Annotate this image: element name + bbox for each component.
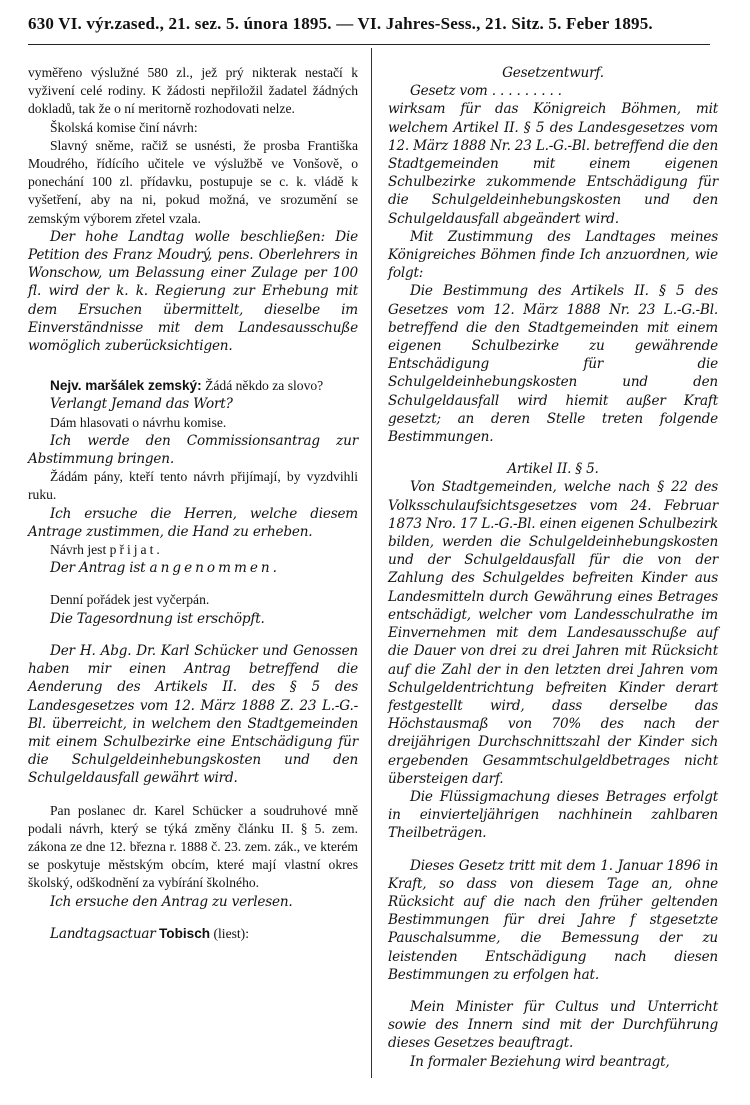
- speaker-name: Nejv. maršálek zemský:: [50, 378, 202, 394]
- paragraph: Mein Minister für Cultus und Unterricht sowie des Innern sind mit der Durchführung dieses Gesetzes beauftragt.: [388, 998, 718, 1052]
- speaker-name: Tobisch: [158, 925, 211, 941]
- page-header: 630 VI. výr.zased., 21. sez. 5. února 1895. — VI. Jahres-Sess., 21. Sitz. 5. Feber 1895.: [28, 14, 653, 33]
- paragraph: Mit Zustimmung des Landtages meines Königreiches Böhmen finde Ich anzuordnen, wie folgt:: [388, 228, 718, 282]
- speaker-line: Landtagsactuar Tobisch (liest):: [50, 925, 249, 942]
- paragraph: vyměřeno výslužné 580 zl., jež prý nikterak nestačí k vyživení celé rodiny. K žádosti nepřiložil žadatel žádných dokladů, tak že o ní meritorně rozhodovati nelze.: [28, 65, 358, 117]
- paragraph: Dám hlasovati o návrhu komise.: [50, 414, 227, 430]
- paragraph: Slavný sněme, račiž se usnésti, že prosba Františka Moudrého, řídícího učitele ve výslužbě ve Vonšově, o ponechání 100 zl. přídavku, postupuje se c. k. vládě k vyšetření, aby na ni, pokud možná, ve srozumění se zemským výborem zřetel vzala.: [28, 137, 358, 226]
- section-title: Gesetzentwurf.: [502, 65, 604, 81]
- paragraph: Školská komise činí návrh:: [50, 119, 198, 135]
- paragraph: Der hohe Landtag wolle beschließen: Die Petition des Franz Moudrý, pens. Oberlehrers in Wonschow, um Belassung einer Zulage per 100 fl. wird der k. k. Regierung zur Erhebung mit dem Ersuchen übermittelt, dieselbe im Einverständnisse mit dem Landesausschuße womöglich zuberücksichtigen.: [28, 228, 358, 355]
- paragraph: Dieses Gesetz tritt mit dem 1. Januar 1896 in Kraft, so dass von diesem Tage an, ohne Rücksicht auf die nach den früher geltenden Bestimmungen für drei Jahre f stgesetzte Pauschalsumme, die Bemessung der zu leistenden Entschädigung nach diesen Bestimmungen zu erfolgen hat.: [388, 857, 718, 983]
- paragraph: Návrh jest přijat.: [50, 542, 163, 558]
- paragraph: Ich werde den Commissionsantrag zur Abstimmung bringen.: [28, 432, 358, 468]
- paragraph: Ich ersuche die Herren, welche diesem Antrage zustimmen, die Hand zu erheben.: [28, 505, 358, 540]
- paragraph: Denní pořádek jest vyčerpán.: [50, 592, 210, 608]
- paragraph: Die Tagesordnung ist erschöpft.: [50, 610, 265, 627]
- paragraph: Die Bestimmung des Artikels II. § 5 des Gesetzes vom 12. März 1888 Nr. 23 L.-G.-Bl. betreffend die den Stadtgemeinden mit einem eigenen Schulbezirke zu gewährende Entschädigung für die Schulgeldeinhebungskosten und den Schulgeldausfall wird hiemit außer Kraft gesetzt; an deren Stelle treten folgende Bestimmungen.: [388, 283, 718, 446]
- header-rule: [28, 44, 710, 45]
- section-subtitle: Gesetz vom . . . . . . . . .: [410, 83, 562, 100]
- paragraph: wirksam für das Königreich Böhmen, mit welchem Artikel II. § 5 des Landesgesetzes vom 12. März 1888 Nr. 23 L.-G.-Bl. betreffend die den Stadtgemeinden mit einem eigenen Schulbezirke zukommende Entschädigung für die Schulgeldeinhebungskosten und den Schulgeldausfall abgeändert wird.: [388, 101, 718, 227]
- paragraph: Žádám pány, kteří tento návrh přijímají, by vyzdvihli ruku.: [28, 469, 358, 503]
- right-column: [388, 64, 718, 1071]
- paragraph: Verlangt Jemand das Wort?: [50, 396, 233, 413]
- column-divider: [371, 48, 372, 1078]
- paragraph: Der Antrag ist angenommen.: [50, 560, 280, 577]
- speaker-line: Nejv. maršálek zemský: Žádá někdo za slovo?: [50, 378, 324, 394]
- paragraph: Die Flüssigmachung dieses Betrages erfolgt in einvierteljährigen nachhinein zahlbaren Theilbeträgen.: [388, 788, 718, 842]
- left-column: [28, 64, 358, 943]
- paragraph: Von Stadtgemeinden, welche nach § 22 des Volksschulaufsichtsgesetzes vom 24. Februar 1873 Nro. 17 L.-G.-Bl. einen eigenen Schulbezirk bilden, werden die Schulgeldeinhebungskosten und der Schulgeldausfall für die von der Zahlung des Schulgeldes befreiten Kinder aus Landesmitteln durch Gewährung eines Betrages entschädigt, welcher vom Landesschulrathe im Einvernehmen mit dem Landesausschuße auf die Dauer von drei zu drei Jahren mit Rücksicht auf die Zahl der in den letzten drei Jahren vom Schulgeldentrichtung befreiten Kinder derart festgestellt wird, dass derselbe das Höchstausmaß von 70% des nach der dreijährigen Durchschnittszahl der Kinder sich ergebenden Gesammtschulgeldbetrages nicht übersteigen darf.: [388, 479, 718, 787]
- paragraph: Pan poslanec dr. Karel Schücker a soudruhové mně podali návrh, který se týká změny článku II. § 5. zem. zákona ze dne 12. března r. 1888 č. 23. zem. zák., ve kterém se poskytuje městským obcím, které mají vlastní okres školský, odškodnění za vybírání školného.: [28, 802, 358, 891]
- paragraph: Ich ersuche den Antrag zu verlesen.: [50, 893, 293, 910]
- paragraph: Der H. Abg. Dr. Karl Schücker und Genossen haben mir einen Antrag betreffend die Aenderung des Artikels II. des § 5 des Landesgesetzes vom 12. März 1888 Z. 23 L.-G.-Bl. überreicht, in welchem den Stadtgemeinden mit einem Schulbezirke eine Entschädigung für die Schulgeldeinhebungskosten und den Schulgeldausfall gewährt wird.: [28, 642, 358, 787]
- article-heading: Artikel II. § 5.: [507, 461, 599, 478]
- paragraph: In formaler Beziehung wird beantragt,: [410, 1053, 670, 1070]
